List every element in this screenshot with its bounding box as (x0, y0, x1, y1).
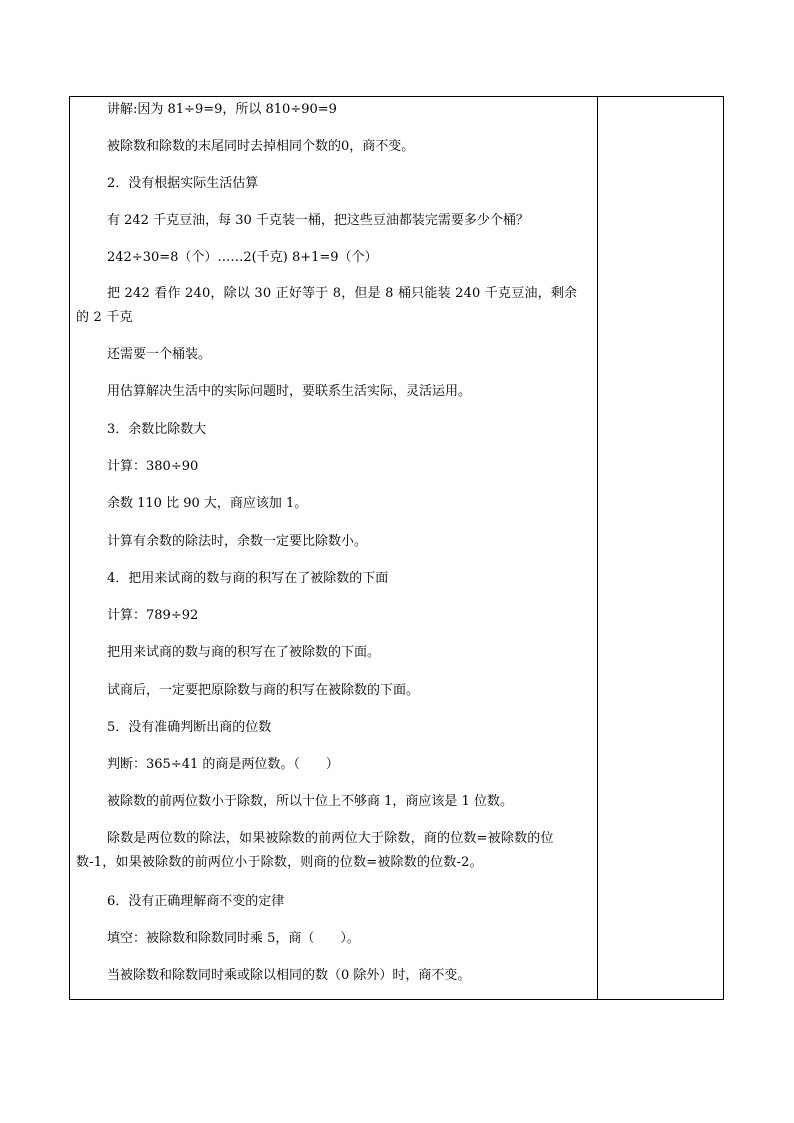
content-table (69, 96, 724, 1000)
text-line: 填空：被除数和除数同时乘 5，商（ ）。 (107, 931, 360, 946)
text-paragraph: 把 242 看作 240，除以 30 正好等于 8，但是 8 桶只能装 240 千克豆油，剩余的 2 千克 (76, 286, 578, 325)
text-line: 当被除数和除数同时乘或除以相同的数（0 除外）时，商不变。 (107, 968, 471, 983)
text-line: 被除数和除数的末尾同时去掉相同个数的0，商不变。 (107, 139, 415, 154)
text-line: 还需要一个桶装。 (107, 347, 212, 362)
right-cell (598, 97, 723, 999)
text-line: 用估算解决生活中的实际问题时，要联系生活实际，灵活运用。 (107, 384, 472, 399)
text-line: 判断：365÷41 的商是两位数。（ ） (107, 757, 339, 772)
section-heading: 4．把用来试商的数与商的积写在了被除数的下面 (107, 571, 389, 586)
text-line: 余数 110 比 90 大，商应该加 1。 (107, 496, 308, 511)
text-line: 把用来试商的数与商的积写在了被除数的下面。 (107, 645, 381, 660)
text-line: 计算：789÷92 (107, 608, 199, 623)
section-heading: 2．没有根据实际生活估算 (107, 176, 259, 191)
text-line: 有 242 千克豆油，每 30 千克装一桶，把这些豆油都装完需要多少个桶？ (107, 213, 529, 228)
section-heading: 6．没有正确理解商不变的定律 (107, 894, 285, 909)
text-line: 讲解:因为 81÷9=9，所以 810÷90=9 (107, 102, 337, 117)
text-paragraph: 除数是两位数的除法，如果被除数的前两位大于除数，商的位数=被除数的位数-1，如果被除数的前两位小于除数，则商的位数=被除数的位数-2。 (76, 831, 554, 870)
text-line: 被除数的前两位数小于除数，所以十位上不够商 1，商应该是 1 位数。 (107, 794, 513, 809)
left-cell (70, 97, 597, 999)
section-heading: 5．没有准确判断出商的位数 (107, 720, 272, 735)
text-line: 试商后，一定要把原除数与商的积写在被除数的下面。 (107, 683, 420, 698)
text-line: 计算：380÷90 (107, 459, 199, 474)
section-heading: 3．余数比除数大 (107, 422, 207, 437)
text-line: 计算有余数的除法时，余数一定要比除数小。 (107, 534, 368, 549)
text-line: 242÷30=8（个）……2(千克) 8+1=9（个） (107, 250, 378, 265)
